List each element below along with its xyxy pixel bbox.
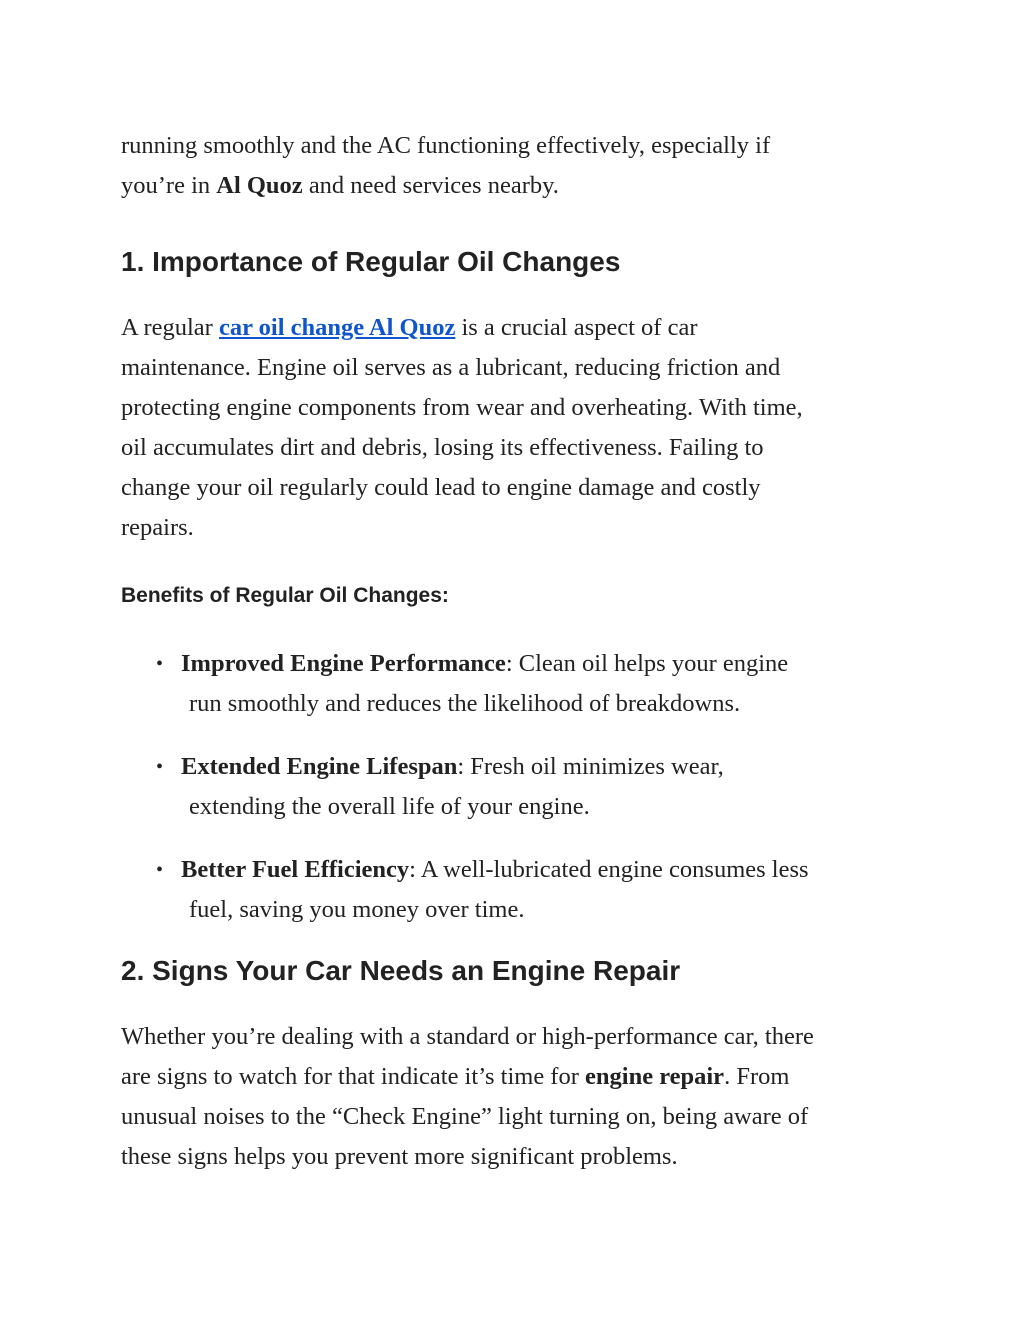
list-item [121, 644, 911, 724]
section-1-line: change your oil regularly could lead to engine damage and costly [121, 474, 761, 501]
benefit-text-continued: run smoothly and reduces the likelihood of breakdowns. [189, 690, 741, 717]
benefit-title: Improved Engine Performance [181, 650, 506, 677]
section-1-paragraph [121, 308, 911, 548]
section-2-line-start: are signs to watch for that indicate it’s time for [121, 1063, 586, 1090]
section-1-line: maintenance. Engine oil serves as a lubricant, reducing friction and [121, 354, 781, 381]
section-1-heading: 1. Importance of Regular Oil Changes [121, 246, 621, 277]
bullet-icon: • [156, 653, 164, 675]
section-2-line-end: . From [724, 1063, 790, 1090]
list-item [121, 850, 911, 930]
list-item [121, 747, 911, 827]
benefits-heading: Benefits of Regular Oil Changes: [121, 584, 449, 607]
intro-paragraph [121, 126, 911, 206]
section-2-line: Whether you’re dealing with a standard or high-performance car, there [121, 1023, 814, 1050]
engine-repair-bold: engine repair [585, 1063, 725, 1090]
intro-line-1: running smoothly and the AC functioning effectively, especially if [121, 132, 771, 159]
bullet-icon: • [156, 756, 164, 778]
benefit-text-continued: fuel, saving you money over time. [189, 896, 525, 923]
benefit-title: Extended Engine Lifespan [181, 753, 458, 780]
section-2-line: unusual noises to the “Check Engine” light turning on, being aware of [121, 1103, 809, 1130]
document-page [121, 126, 911, 1177]
section-1-line: repairs. [121, 514, 194, 541]
section-1-text-start: A regular [121, 314, 219, 341]
section-2-heading: 2. Signs Your Car Needs an Engine Repair [121, 955, 681, 986]
oil-change-link[interactable]: car oil change Al Quoz [218, 314, 456, 341]
benefit-text: : A well-lubricated engine consumes less [409, 856, 809, 883]
intro-line-2-end: and need services nearby. [302, 172, 559, 199]
benefit-text-continued: extending the overall life of your engine. [189, 793, 590, 820]
section-2-line: these signs helps you prevent more significant problems. [121, 1143, 678, 1170]
location-bold: Al Quoz [216, 172, 303, 199]
section-1-line: oil accumulates dirt and debris, losing its effectiveness. Failing to [121, 434, 764, 461]
section-1-text-after-link: is a crucial aspect of car [455, 314, 698, 341]
section-1-line: protecting engine components from wear and overheating. With time, [121, 394, 803, 421]
bullet-icon: • [156, 859, 164, 881]
intro-line-2-start: you’re in [121, 172, 217, 199]
section-2-paragraph [121, 1017, 911, 1177]
benefit-text: : Fresh oil minimizes wear, [457, 753, 724, 780]
benefits-list [121, 644, 911, 930]
benefit-title: Better Fuel Efficiency [181, 856, 410, 883]
benefit-text: : Clean oil helps your engine [505, 650, 789, 677]
